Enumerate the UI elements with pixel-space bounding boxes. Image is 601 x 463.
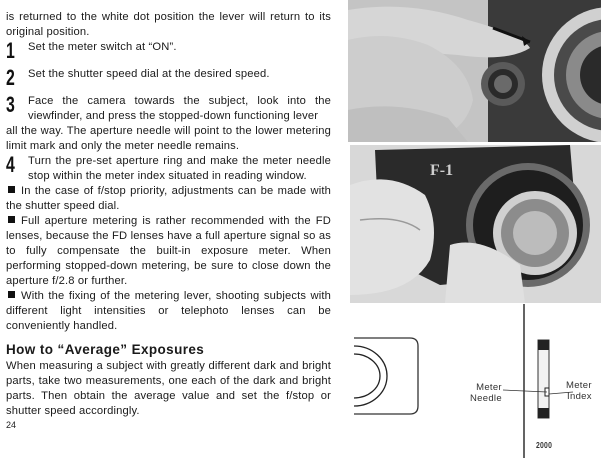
text-column	[6, 10, 331, 419]
meter-diagram	[340, 304, 601, 458]
photo-1-illustration	[348, 0, 601, 142]
step-number: 1	[6, 38, 15, 63]
bullet-text: Full aperture metering is rather recommended with the FD lenses, because the FD lenses have a full aperture signal so as to fully compensate the built-in exposure meter. When performing stopped-down metering, be sure to close down the aperture f/2.8 or further.	[6, 215, 331, 287]
photo-camera-hands	[350, 145, 601, 303]
step-text: Face the camera towards the subject, look into the viewfinder, and press the stopped-down functioning lever	[28, 95, 331, 122]
label-line: Needle	[470, 393, 502, 404]
meter-index-label	[566, 380, 592, 402]
section-body: When measuring a subject with greatly different dark and bright parts, take two measurements, one each of the dark and bright parts. Then obtain the average value and set the f/stop or shutter speed accordingly.	[6, 360, 331, 417]
viewfinder-frame	[354, 338, 418, 414]
bullet-item	[6, 214, 331, 289]
step-text: Set the shutter speed dial at the desired speed.	[28, 68, 270, 80]
label-line: Meter	[476, 382, 502, 393]
photo-2-illustration	[350, 145, 601, 303]
meter-lower-mark	[538, 408, 549, 418]
step-number: 4	[6, 152, 15, 177]
meter-needle-label	[470, 382, 502, 404]
bullet-square-icon	[8, 291, 15, 298]
step-number: 2	[6, 65, 15, 90]
label-line: Index	[567, 391, 592, 402]
step-text: Turn the pre-set aperture ring and make the meter needle stop within the meter index situated in reading window.	[28, 155, 331, 182]
bullet-item	[6, 184, 331, 214]
page-number: 24	[6, 420, 17, 430]
bullet-square-icon	[8, 186, 15, 193]
viewfinder-diagram	[340, 304, 601, 458]
step-4	[6, 154, 331, 184]
step-2	[6, 65, 331, 90]
viewfinder-circle-inner	[354, 354, 380, 398]
scale-value: 2000	[536, 440, 553, 450]
camera-badge: F-1	[430, 162, 454, 179]
label-line: Meter	[566, 380, 592, 391]
section-heading: How to “Average” Exposures	[6, 342, 205, 357]
step-3	[6, 94, 331, 124]
intro-paragraph: is returned to the white dot position the lever will return to its original position.	[6, 11, 331, 38]
step-1	[6, 38, 331, 63]
photo-metering-lever	[348, 0, 601, 142]
meter-upper-mark	[538, 340, 549, 350]
bullet-item	[6, 289, 331, 334]
bullet-square-icon	[8, 216, 15, 223]
bullet-text: With the fixing of the metering lever, shooting subjects with different light intensities or telephoto lenses can be conveniently handled.	[6, 290, 331, 332]
bullet-text: In the case of f/stop priority, adjustments can be made with the shutter speed dial.	[6, 185, 331, 212]
step-3-continuation: all the way. The aperture needle will point to the lower metering limit mark and only the meter needle remains.	[6, 125, 331, 152]
step-text: Set the meter switch at “ON”.	[28, 41, 177, 53]
step-number: 3	[6, 92, 15, 117]
meter-window	[538, 340, 549, 418]
